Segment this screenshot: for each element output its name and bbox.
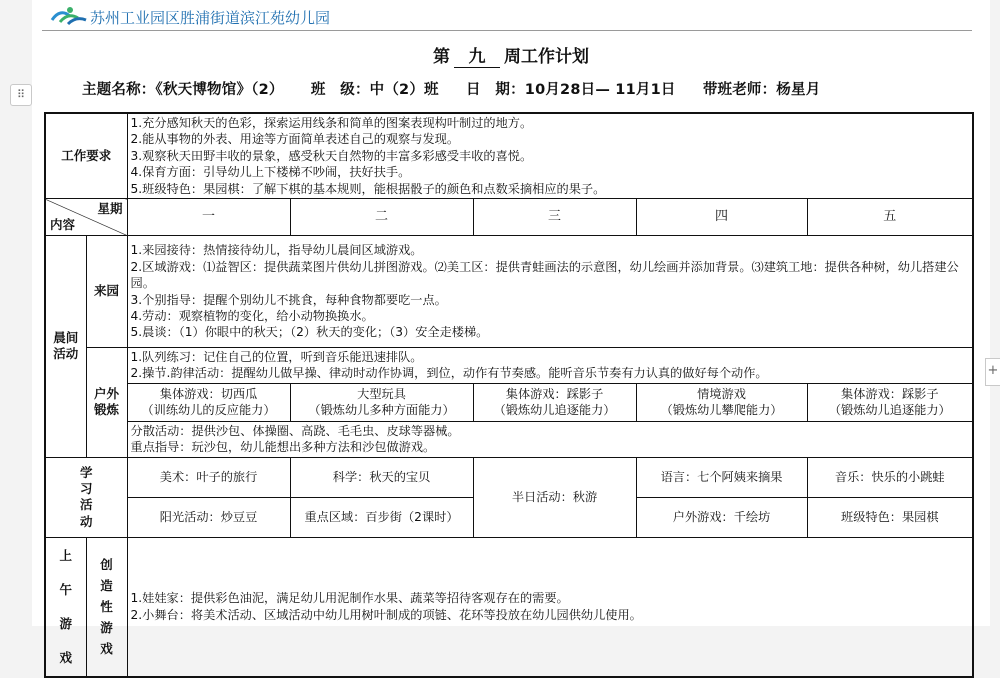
- work-requirements-content: [127, 113, 973, 199]
- document-page: [32, 0, 990, 665]
- creative-games-label: [86, 537, 127, 677]
- learning-cell: 阳光活动：炒豆豆: [127, 497, 290, 537]
- list-item: 4.保育方面：引导幼儿上下楼梯不吵闹，扶好扶手。: [130, 165, 411, 180]
- morning-activities-label: 晨间活动: [45, 236, 86, 458]
- outdoor-content: [127, 348, 973, 384]
- list-item: 1.娃娃家：提供彩色油泥，满足幼儿用泥制作水果、蔬菜等招待客观存在的需要。: [130, 591, 569, 606]
- outdoor-games-row: [45, 383, 973, 421]
- teacher-name: 带班老师：杨星月: [702, 82, 821, 98]
- week-number: 九: [454, 47, 500, 68]
- game-goal: （锻炼幼儿多种方面能力）: [308, 403, 455, 418]
- date-range: 日 期：10月28日— 11月1日: [465, 82, 676, 98]
- creative-games-content: [127, 537, 973, 677]
- half-day-activity: 半日活动：秋游: [473, 457, 636, 537]
- list-item: 2.操节.韵律活动：提醒幼儿做早操、律动时动作协调，到位，动作有节奏感。能听音乐节奏有力认真的做好每个动作。: [130, 366, 768, 381]
- learning-activities-label: [45, 457, 127, 537]
- list-item: 3.个别指导：提醒个别幼儿不挑食，每种食物都要吃一点。: [130, 292, 447, 307]
- list-item: 5.晨谈：（1）你眼中的秋天；（2）秋天的变化；（3）安全走楼梯。: [130, 325, 489, 340]
- outdoor-game-cell: [473, 383, 636, 421]
- school-logo-icon: [48, 4, 88, 28]
- list-item: 2.区域游戏：⑴益智区：提供蔬菜图片供幼儿拼图游戏。⑵美工区：提供青蛙画法的示意图，幼儿绘画并添加背景。⑶建筑工地：提供各种树，幼儿搭建公园。: [130, 259, 959, 291]
- title-prefix: 第: [433, 47, 450, 67]
- list-item: 2.小舞台：将美术活动、区域活动中幼儿用树叶制成的项链、花环等投放在幼儿园供幼儿使用。: [130, 607, 642, 622]
- learning-cell: 音乐：快乐的小跳蛙: [807, 457, 973, 497]
- arrival-content: [127, 236, 973, 348]
- outdoor-label: 户外锻炼: [86, 348, 127, 458]
- day-friday: 五: [807, 199, 973, 236]
- learning-label-text: 学习活动: [79, 464, 93, 529]
- game-name: 大型玩具: [357, 386, 406, 401]
- learning-cell: 科学：秋天的宝贝: [290, 457, 473, 497]
- morning-games-row: [45, 537, 973, 677]
- school-name: 苏州工业园区胜浦街道滨江苑幼儿园: [90, 9, 331, 27]
- game-goal: （锻炼幼儿追逐能力）: [828, 403, 951, 418]
- learning-cell: 班级特色：果园棋: [807, 497, 973, 537]
- outdoor-extra-content: [127, 421, 973, 457]
- learning-cell: 户外游戏：千绘坊: [636, 497, 807, 537]
- learning-cell: 语言：七个阿姨来摘果: [636, 457, 807, 497]
- game-goal: （锻炼幼儿追逐能力）: [493, 403, 616, 418]
- plan-info: [82, 78, 842, 99]
- day-monday: 一: [127, 199, 290, 236]
- learning-cell: 美术：叶子的旅行: [127, 457, 290, 497]
- day-thursday: 四: [636, 199, 807, 236]
- morning-games-label: [45, 537, 86, 677]
- list-item: 4.劳动：观察植物的变化，给小动物换换水。: [130, 308, 374, 323]
- outdoor-game-cell: [807, 383, 973, 421]
- work-requirements-row: [45, 113, 973, 199]
- list-item: 3.观察秋天田野丰收的景象，感受秋天自然物的丰富多彩感受丰收的喜悦。: [130, 148, 533, 163]
- game-name: 情境游戏: [697, 386, 746, 401]
- outdoor-game-cell: [127, 383, 290, 421]
- game-goal: （锻炼幼儿攀爬能力）: [660, 403, 783, 418]
- day-wednesday: 三: [473, 199, 636, 236]
- weekly-plan-table: [44, 112, 974, 678]
- learning-cell: 重点区域：百步街（2课时）: [290, 497, 473, 537]
- theme-name: 主题名称：《秋天博物馆》（2）: [82, 82, 284, 98]
- outdoor-game-cell: [290, 383, 473, 421]
- day-tuesday: 二: [290, 199, 473, 236]
- list-item: 1.来园接待：热情接待幼儿，指导幼儿晨间区域游戏。: [130, 243, 423, 258]
- add-icon[interactable]: +: [985, 358, 1000, 386]
- game-goal: （训练幼儿的反应能力）: [141, 403, 276, 418]
- list-item: 5.班级特色：果园棋：了解下棋的基本规则，能根据骰子的颜色和点数采摘相应的果子。: [130, 181, 606, 196]
- list-item: 分散活动：提供沙包、体操圈、高跷、毛毛虫、皮球等器械。: [130, 423, 460, 438]
- class-name: 班 级：中（2）班: [310, 82, 439, 98]
- creative-games-label-text: 创造性游戏: [100, 557, 113, 657]
- outdoor-extra-row: [45, 421, 973, 457]
- list-item: 1.队列练习：记住自己的位置，听到音乐能迅速排队。: [130, 350, 423, 365]
- document-header: [42, 4, 972, 31]
- page-title: [32, 42, 990, 68]
- game-name: 集体游戏：切西瓜: [159, 386, 258, 401]
- content-label: 内容: [50, 216, 76, 232]
- weekday-content-header: [45, 199, 127, 236]
- game-name: 集体游戏：踩影子: [505, 386, 604, 401]
- drag-handle-icon[interactable]: ⠿: [10, 84, 32, 106]
- outdoor-row: [45, 348, 973, 384]
- arrival-row: [45, 236, 973, 348]
- title-suffix: 周工作计划: [504, 47, 589, 67]
- outdoor-game-cell: [636, 383, 807, 421]
- work-requirements-label: 工作要求: [45, 113, 127, 199]
- game-name: 集体游戏：踩影子: [841, 386, 939, 401]
- list-item: 2.能从事物的外表、用途等方面简单表述自己的观察与发现。: [130, 132, 460, 147]
- list-item: 重点指导：玩沙包，幼儿能想出多种方法和沙包做游戏。: [130, 440, 436, 455]
- morning-games-label-text: 上午游戏: [59, 547, 72, 665]
- learning-row-1: [45, 457, 973, 497]
- weekday-header-row: [45, 199, 973, 236]
- arrival-label: 来园: [86, 236, 127, 348]
- list-item: 1.充分感知秋天的色彩，探索运用线条和简单的图案表现构叶制过的地方。: [130, 116, 533, 130]
- weekday-label: 星期: [97, 201, 123, 217]
